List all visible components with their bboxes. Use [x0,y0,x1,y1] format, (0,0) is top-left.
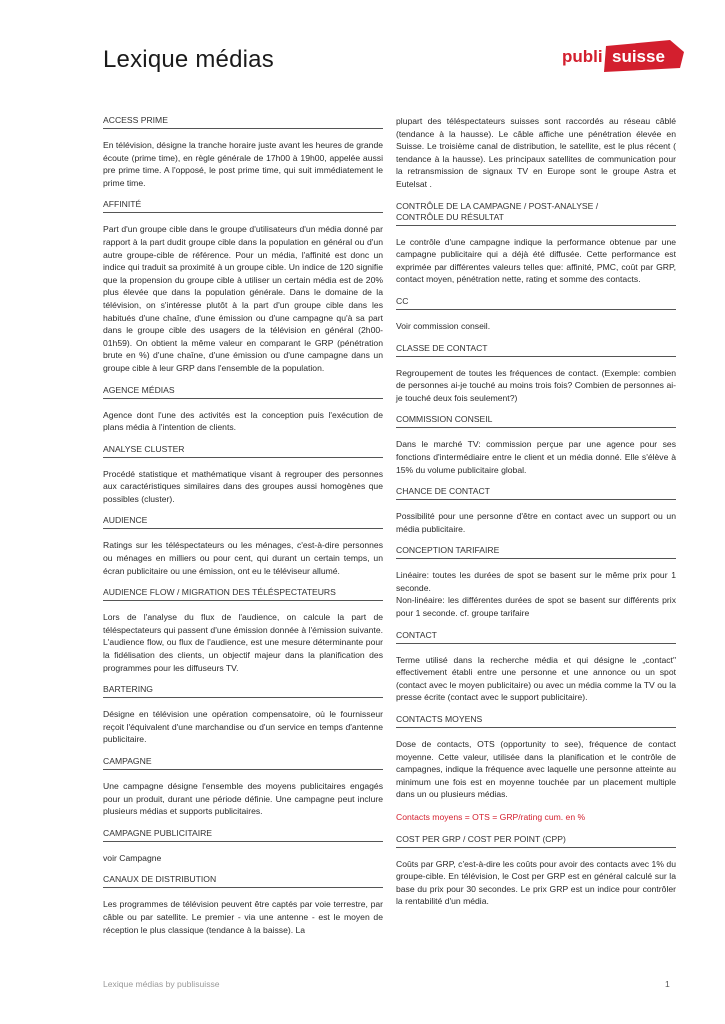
entry-heading: CONTRÔLE DE LA CAMPAGNE / POST-ANALYSE / CONTRÔLE DU RÉSULTAT [396,201,676,226]
entry-body: Agence dont l'une des activités est la conception puis l'exécution de plans média à l'intention de clients. [103,409,383,433]
right-column [396,115,676,918]
entry [103,199,383,374]
entry [396,486,676,535]
entry [396,714,676,824]
entry-body: Les programmes de télévision peuvent être captés par voie terrestre, par câble ou par satellite. Le premier - via une antenne - est le moyen de réception le plus classique (tendance à la baisse). La [103,899,383,935]
entry [103,828,383,865]
logo-text-suisse: suisse [612,47,665,66]
left-column [103,115,383,946]
entry [103,444,383,506]
entry-heading: AFFINITÉ [103,199,383,213]
entry-heading: BARTERING [103,684,383,698]
entry [103,587,383,674]
entry-body: Regroupement de toutes les fréquences de contact. (Exemple: combien de personnes ai-je touché au moins trois fois? Combien de personnes ai-je touché deux fois seulement?) [396,367,676,403]
entry [396,834,676,908]
entry-body: Part d'un groupe cible dans le groupe d'utilisateurs d'un média donné par rapport à la part dudit groupe cible dans la population en général ou d'un autre groupe-cible de référence. Pour un média, l'affinité est donc un indice qui traduit sa proximité à un groupe cible. Un indice de 120 signifie que la propension du groupe cible à utiliser un certain média est de 20% plus élevée que dans la population générale. Dans le domaine de la télévision, on s'intéresse plutôt à la part d'un groupe cible dans les habitués d'une chaîne, d'une émission ou d'une campagne qu'à sa part dans le groupe cible des usagers de la télévision en général (2h00-01h59). On obtient la même valeur en comparant le GRP (pénétration brute en %) d'une chaîne, d'une émission ou d'une campagne dans un groupe cible à leur GRP dans l'ensemble de la population. [103,224,383,373]
entry [103,515,383,577]
entry [396,414,676,476]
entry-body: Le contrôle d'une campagne indique la performance obtenue par une campagne publicitaire qui a déjà été diffusée. Cette performance est exprimée par différentes valeurs telles que: affinité, PMC, coût par GRP, contact moyen, pénétration nette, rating et somme des contacts. [396,236,676,285]
logo-text-publi: publi [562,47,603,66]
entry [103,756,383,818]
entry-heading: CAMPAGNE [103,756,383,770]
page-number: 1 [665,979,670,989]
entry-body: En télévision, désigne la tranche horaire juste avant les heures de grande écoute (prime time), en règle générale de 17h00 à 19h00, appelée aussi pre prime time. A l'opposé, le post prime time, qui suit immédiatement le prime time. [103,140,383,188]
entry-heading: AUDIENCE [103,515,383,529]
entry-body: Une campagne désigne l'ensemble des moyens publicitaires engagés pour un produit, durant une période définie. Une campagne peut inclure plusieurs médias et supports publicitaires. [103,781,383,817]
entry-heading: CLASSE DE CONTACT [396,343,676,357]
entry-heading: CONTACT [396,630,676,644]
entry-heading: CONTACTS MOYENS [396,714,676,728]
entry [103,115,383,189]
entry [396,201,676,286]
entry-heading: AGENCE MÉDIAS [103,385,383,399]
entry [103,874,383,936]
entry [396,630,676,704]
continued-text: plupart des téléspectateurs suisses sont raccordés au réseau câblé (tendance à la hausse). Le câble affiche une pénétration élevée en Suisse. Le troisième canal de distribution, le satellite, est le plus récent ( tendance à la hausse). Les principaux satellites de communication pour la retransmission de signaux TV en Europe sont le groupe Astra et Eutelsat . [396,116,676,189]
entry-heading: CHANCE DE CONTACT [396,486,676,500]
page-title: Lexique médias [103,46,274,73]
entry-body: Terme utilisé dans la recherche média et qui désigne le „contact" effectivement établi entre une personne et une annonce ou un spot (contact avec le moyen publicitaire) ou avec un média comme la TV ou la presse écrite (contact avec le support publicitaire). [396,654,676,703]
entry [396,545,676,619]
entry-body: Linéaire: toutes les durées de spot se basent sur le même prix pour 1 seconde. Non-linéaire: les différentes durées de spot se basent sur différents prix pour 1 seconde. cf. groupe tarifaire [396,570,676,619]
formula-text: Contacts moyens = OTS = GRP/rating cum. en % [396,812,586,822]
entry-heading: CC [396,296,676,310]
entry-body: Coûts par GRP, c'est-à-dire les coûts pour avoir des contacts avec 1% du groupe-cible. En télévision, le Cost per GRP est en général calculé sur la base du prix pour 30 secondes. Le prix GRP est un indice pour contrôler la rentabilité d'un média. [396,858,676,907]
entry-heading: ANALYSE CLUSTER [103,444,383,458]
footer-text: Lexique médias by publisuisse [103,979,220,989]
publisuisse-logo [562,38,684,74]
entry-body: Possibilité pour une personne d'être en contact avec un support ou un média publicitaire. [396,511,676,534]
entry-heading: AUDIENCE FLOW / MIGRATION DES TÉLÉSPECTATEURS [103,587,383,601]
entry [396,296,676,333]
entry-body: Ratings sur les téléspectateurs ou les ménages, c'est-à-dire personnes ou ménages en milliers ou pour cent, qui durant un certain temps, un écran publicitaire ou une émission, ont eu le téléviseur allumé. [103,540,383,576]
entry-body: Dose de contacts, OTS (opportunity to see), fréquence de contact moyenne. Cette valeur, utilisée dans la planification et le contrôle de campagnes, indique la fréquence avec laquelle une personne atteinte au minimum une fois est en moyenne touchée par un placement multiple dans un ou plusieurs médias. [396,739,676,800]
entry-heading: COST PER GRP / COST PER POINT (CPP) [396,834,676,848]
entry-body: Lors de l'analyse du flux de l'audience, on calcule la part de téléspectateurs qui passent d'une émission donnée à l'émission suivante. L'audience flow, ou flux de l'audience, est une mesure déterminante pour la fidélisation des clients, un objectif majeur dans la planification des programmes pour les diffuseurs TV. [103,612,383,673]
entry [396,343,676,405]
entry-heading: CONCEPTION TARIFAIRE [396,545,676,559]
entry [103,684,383,746]
entry-body: voir Campagne [103,852,162,863]
entry [103,385,383,434]
entry-body: Voir commission conseil. [396,320,491,331]
entry-body: Désigne en télévision une opération compensatoire, où le fournisseur reçoit l'équivalent d'une marchandise ou d'un service en temps d'antenne publicitaire. [103,709,383,745]
entry-body: Procédé statistique et mathématique visant à regrouper des personnes aux caractéristiques similaires dans des groupes aussi homogènes que possibles (cluster). [103,468,383,504]
entry-body: Dans le marché TV: commission perçue par une agence pour ses fonctions d'intermédiaire entre le client et un média donné. Elle s'élève à 15% du volume publicitaire global. [396,439,676,475]
entry-heading: COMMISSION CONSEIL [396,414,676,428]
entry-heading: CANAUX DE DISTRIBUTION [103,874,383,888]
entry-heading: ACCESS PRIME [103,115,383,129]
entry-heading: CAMPAGNE PUBLICITAIRE [103,828,383,842]
